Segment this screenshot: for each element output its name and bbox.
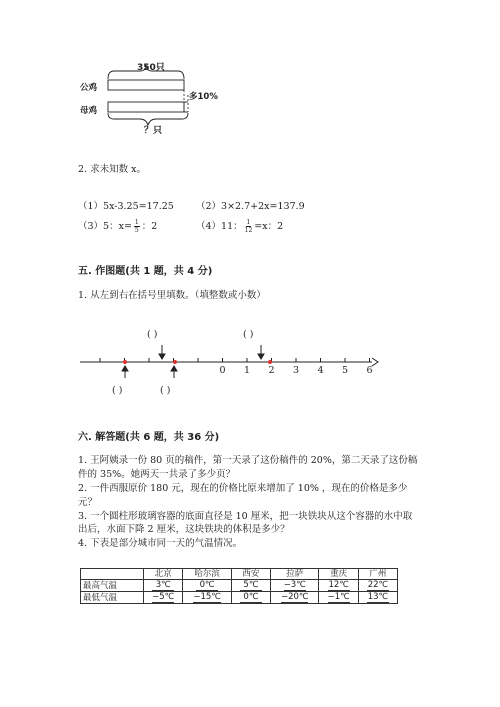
total-label: 350只 xyxy=(137,63,165,73)
temperature-cell xyxy=(231,580,270,592)
tick-label: 2 xyxy=(268,365,275,376)
section-6-q3-line2: 出后，水面下降 2 厘米，这块铁块的体积是多少？ xyxy=(78,524,290,535)
answer-paren-1[interactable]: ( ) xyxy=(147,329,158,340)
unknown-label: ？只 xyxy=(144,126,163,136)
answer-paren-3[interactable]: ( ) xyxy=(112,385,123,396)
temperature-value: −15℃ xyxy=(193,592,221,602)
temperature-table xyxy=(80,568,398,604)
temperature-cell xyxy=(144,580,183,592)
percent-label: 多10% xyxy=(189,92,218,102)
section-5-heading: 五. 作图题(共 1 题，共 4 分) xyxy=(78,266,213,277)
number-line xyxy=(80,325,390,400)
city-header: 拉萨 xyxy=(270,569,319,580)
fraction-denominator: 12 xyxy=(244,227,253,234)
temperature-cell xyxy=(319,580,358,592)
temperature-cell xyxy=(231,592,270,604)
equation-4-right: =x：2 xyxy=(254,221,284,232)
city-header: 西安 xyxy=(231,569,270,580)
fraction-one-twelfth xyxy=(245,219,253,234)
tick-label: 1 xyxy=(244,365,251,376)
row-header: 最高气温 xyxy=(81,580,144,592)
equation-3-left: （3）5：x= xyxy=(78,221,132,232)
temperature-value: −5℃ xyxy=(152,592,175,602)
answer-paren-4[interactable]: ( ) xyxy=(160,385,171,396)
tick-label: 5 xyxy=(342,365,349,376)
temperature-cell xyxy=(270,580,319,592)
section-6-q1-line2: 件的 35%。她两天一共录了多少页？ xyxy=(78,469,236,480)
temperature-cell xyxy=(183,592,232,604)
marker-dot xyxy=(173,360,177,364)
city-header: 重庆 xyxy=(319,569,358,580)
temperature-value: 13℃ xyxy=(367,592,389,602)
table-row xyxy=(81,592,398,604)
tick-label: 6 xyxy=(366,365,373,376)
temperature-cell xyxy=(270,592,319,604)
temperature-cell xyxy=(144,592,183,604)
tick-label: 0 xyxy=(219,365,226,376)
fraction-denominator: 5 xyxy=(134,227,139,234)
section-6-q3-line1: 3. 一个圆柱形玻璃容器的底面直径是 10 厘米，把一块铁块从这个容器的水中取 xyxy=(78,511,413,522)
answer-paren-2[interactable]: ( ) xyxy=(243,329,254,340)
section-6-q4: 4. 下表是部分城市同一天的气温情况。 xyxy=(78,538,243,549)
equation-4 xyxy=(196,218,283,234)
temperature-cell xyxy=(358,580,397,592)
temperature-cell xyxy=(319,592,358,604)
temperature-value: 3℃ xyxy=(152,580,174,591)
rooster-label: 公鸡 xyxy=(80,83,98,93)
fraction-one-fifth xyxy=(134,219,140,234)
marker-dot xyxy=(268,360,272,364)
header-corner xyxy=(81,569,144,580)
fraction-numerator: 1 xyxy=(134,219,139,226)
temperature-value: 0℃ xyxy=(196,580,218,591)
temperature-value: −20℃ xyxy=(280,592,309,602)
temperature-value: 12℃ xyxy=(328,580,349,590)
equation-4-left: （4）11： xyxy=(196,221,243,232)
equation-1: （1）5x-3.25=17.25 xyxy=(78,201,174,212)
section-5-q1: 1. 从左到右在括号里填数。（填整数或小数） xyxy=(78,290,266,301)
temperature-value: −1℃ xyxy=(327,592,350,602)
temperature-cell xyxy=(183,580,232,592)
temperature-value: 0℃ xyxy=(240,592,262,603)
fraction-numerator: 1 xyxy=(246,219,251,226)
hen-label: 母鸡 xyxy=(80,106,98,116)
city-header: 广州 xyxy=(358,569,397,580)
section-6-q2-line1: 2. 一件西服原价 180 元，现在的价格比原来增加了 10% ，现在的价格是多少 xyxy=(78,483,408,494)
temperature-value: 5℃ xyxy=(240,580,262,591)
city-header: 哈尔滨 xyxy=(183,569,232,580)
section-6-heading: 六. 解答题(共 6 题，共 36 分) xyxy=(78,432,220,443)
section-6-q1-line1: 1. 王阿姨录一份 80 页的稿件，第一天录了这份稿件的 20%，第二天录了这份稿 xyxy=(78,455,418,466)
equation-3 xyxy=(78,218,157,234)
temperature-value: 22℃ xyxy=(367,580,389,590)
tick-label: 4 xyxy=(317,365,324,376)
section-6-q2-line2: 元？ xyxy=(78,497,98,508)
row-header: 最低气温 xyxy=(81,592,144,604)
tick-label: 3 xyxy=(293,365,300,376)
table-row xyxy=(81,580,398,592)
q2-title: 2. 求未知数 x。 xyxy=(78,164,146,175)
table-header-row xyxy=(81,569,398,580)
city-header: 北京 xyxy=(144,569,183,580)
marker-dot xyxy=(123,360,127,364)
temperature-cell xyxy=(358,592,397,604)
equation-3-right: ：2 xyxy=(141,221,158,232)
equation-2: （2）3×2.7+2x=137.9 xyxy=(196,201,305,212)
temperature-value: −3℃ xyxy=(283,580,306,590)
